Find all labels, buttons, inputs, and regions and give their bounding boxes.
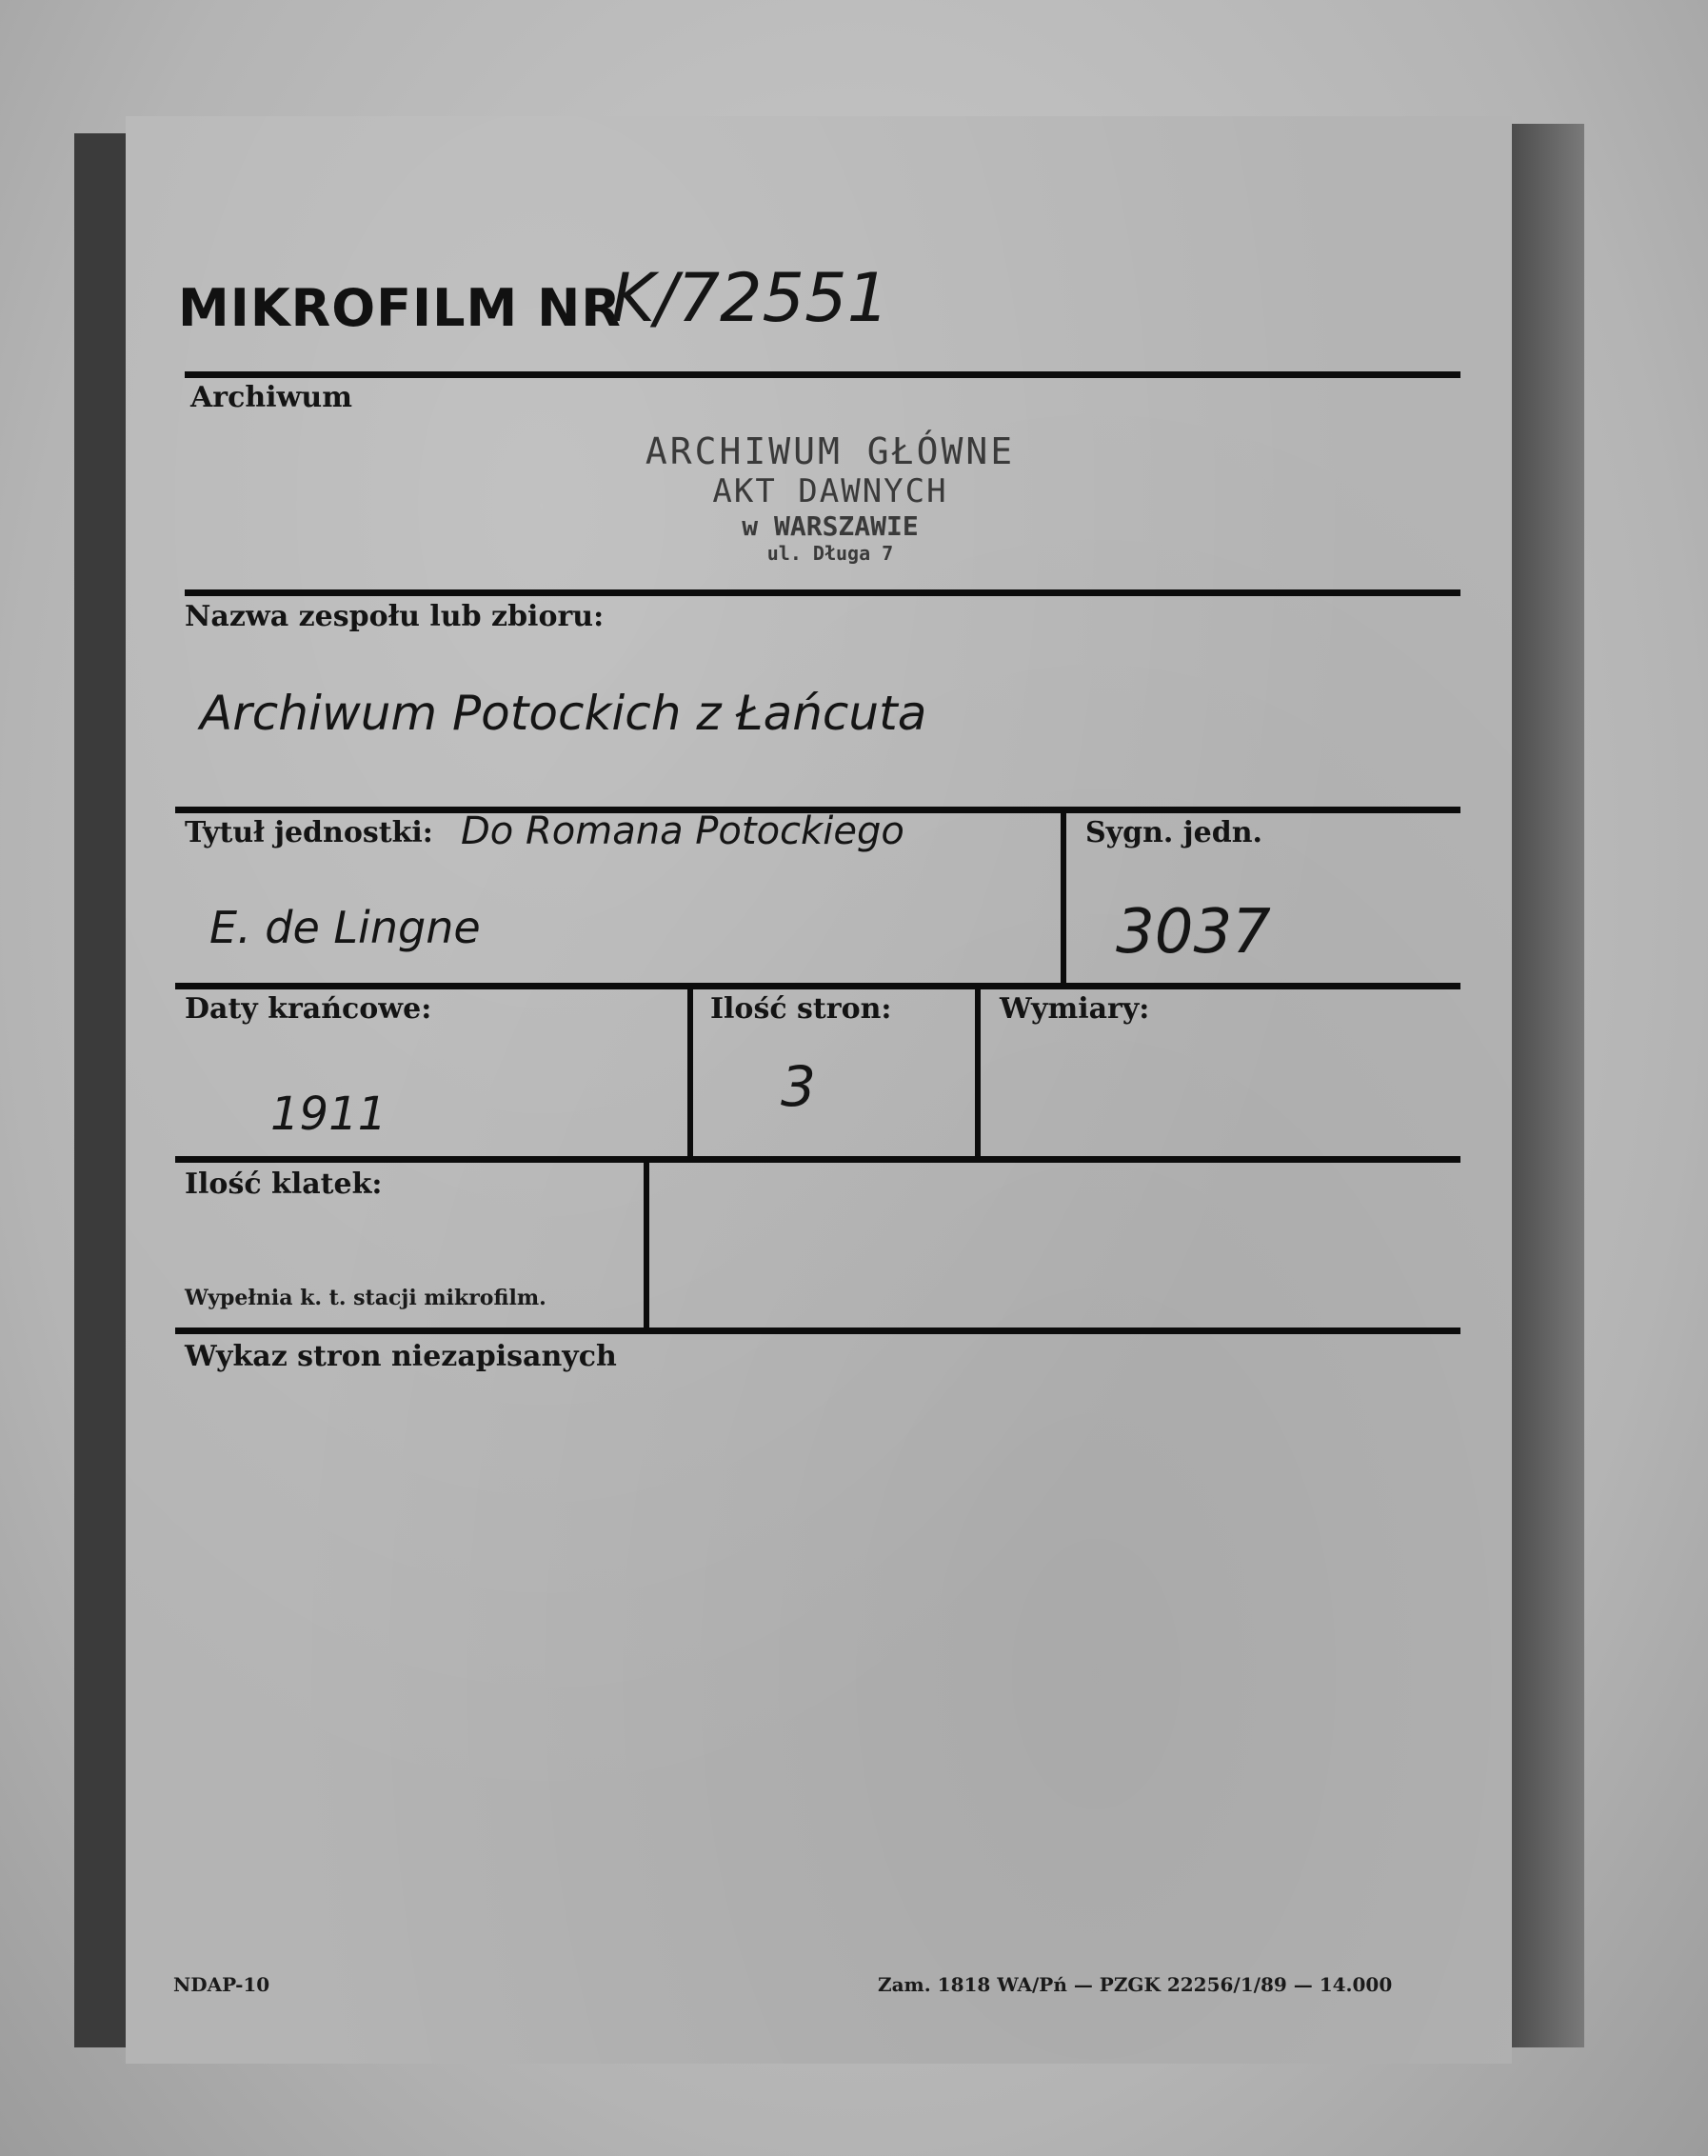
dimensions-label: Wymiary: (1000, 992, 1150, 1026)
stamp-line-3: w WARSZAWIE (742, 510, 919, 542)
pages-value: 3 (781, 1054, 816, 1119)
footer-form-code: NDAP-10 (173, 1973, 270, 1996)
pages-label: Ilość stron: (710, 992, 892, 1026)
archive-stamp (564, 430, 1097, 565)
collection-value: Archiwum Potockich z Łańcuta (200, 686, 927, 741)
divider-signature-vertical (1061, 809, 1066, 984)
divider-dates (175, 1156, 1460, 1163)
divider-title (185, 371, 1460, 378)
divider-unit (175, 983, 1460, 989)
archive-label: Archiwum (190, 381, 352, 414)
dates-value: 1911 (270, 1088, 387, 1141)
collection-label: Nazwa zespołu lub zbioru: (185, 600, 605, 633)
frames-label: Ilość klatek: (185, 1168, 383, 1201)
divider-archive (185, 589, 1460, 596)
unit-title-label: Tytuł jednostki: (185, 816, 433, 849)
divider-frames-vertical (644, 1158, 649, 1328)
card-shadow-right (1508, 124, 1584, 2047)
card-title: MIKROFILM NR (178, 278, 622, 338)
dates-label: Daty krańcowe: (185, 992, 432, 1026)
stamp-line-2: AKT DAWNYCH (712, 472, 948, 510)
footer-print-info: Zam. 1818 WA/Pń — PZGK 22256/1/89 — 14.000 (878, 1973, 1393, 1996)
station-note: Wypełnia k. t. stacji mikrofilm. (185, 1286, 546, 1310)
divider-frames (175, 1328, 1460, 1334)
divider-dates-vertical (687, 985, 693, 1156)
unit-title-value-line1: Do Romana Potockiego (461, 809, 904, 853)
blank-pages-label: Wykaz stron niezapisanych (185, 1340, 617, 1373)
microfilm-card (126, 116, 1512, 2064)
signature-label: Sygn. jedn. (1085, 816, 1262, 849)
stamp-line-4: ul. Długa 7 (766, 542, 894, 565)
film-number-handwritten: K/72551 (611, 259, 890, 337)
signature-value: 3037 (1116, 897, 1271, 968)
stamp-line-1: ARCHIWUM GŁÓWNE (645, 430, 1016, 472)
divider-pages-vertical (975, 985, 981, 1156)
unit-title-value-line2: E. de Lingne (209, 902, 481, 953)
